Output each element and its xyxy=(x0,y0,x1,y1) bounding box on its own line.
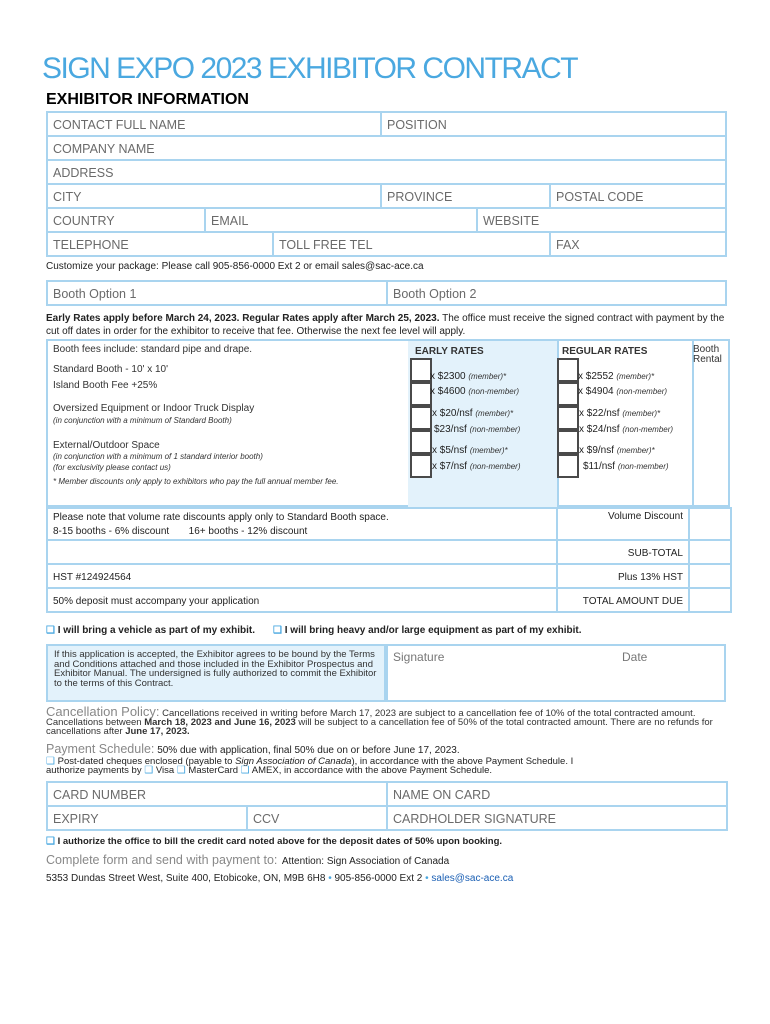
authorize-office-row[interactable] xyxy=(46,836,502,847)
regular-ovr-member: x $22/nsf (member)* xyxy=(579,408,661,419)
early-ovr-non: $23/nsf (non-member) xyxy=(434,424,521,435)
section-title: EXHIBITOR INFORMATION xyxy=(46,91,249,108)
complete-attention: Attention: Sign Association of Canada xyxy=(281,856,450,867)
early-external-checkbox[interactable] xyxy=(410,454,432,478)
mastercard-checkbox-icon[interactable]: ❑ xyxy=(176,765,186,776)
cancellation-line1: Cancellations received in writing before March 17, 2023 are subject to a cancellation fee of 10% of the total contracted amount. xyxy=(162,708,696,719)
island-booth-label: Island Booth Fee +25% xyxy=(53,380,158,391)
regular-ext-non: $11/nsf (non-member) xyxy=(583,461,669,472)
booth-fees-include: Booth fees include: standard pipe and drape. xyxy=(53,344,253,355)
regular-rates-header: REGULAR RATES xyxy=(562,346,648,357)
equipment-check-label: I will bring heavy and/or large equipment as part of my exhibit. xyxy=(284,625,582,636)
early-standard-checkbox[interactable] xyxy=(410,358,432,382)
cancellation-heading: Cancellation Policy: xyxy=(46,704,160,719)
postal-code-field[interactable]: POSTAL CODE xyxy=(550,184,726,208)
name-on-card-field[interactable]: NAME ON CARD xyxy=(387,782,727,806)
phone-text: 905-856-0000 Ext 2 xyxy=(334,873,423,884)
volume-note: Please note that volume rate discounts apply only to Standard Booth space. xyxy=(53,512,389,523)
amex-label: AMEX, in accordance with the above Payment Schedule. xyxy=(251,765,493,776)
regular-island-checkbox[interactable] xyxy=(557,382,579,406)
exhibitor-info-table xyxy=(46,111,727,257)
cancellation-line2a: Cancellations between xyxy=(46,717,145,728)
early-rates-notice-bold: Early Rates apply before March 24, 2023. Regular Rates apply after March 25, 2023. xyxy=(46,313,440,324)
address-text: 5353 Dundas Street West, Suite 400, Etobicoke, ON, M9B 6H8 xyxy=(46,873,326,884)
complete-form-line xyxy=(46,851,449,869)
regular-ovr-non: x $24/nsf (non-member) xyxy=(579,424,674,435)
city-field[interactable]: CITY xyxy=(47,184,381,208)
external-note-2: (for exclusivity please contact us) xyxy=(53,463,171,472)
equipment-checkbox-icon[interactable]: ❑ xyxy=(273,625,282,636)
subtotal-label: SUB-TOTAL xyxy=(557,540,689,564)
visa-checkbox-icon[interactable]: ❑ xyxy=(144,765,154,776)
card-table xyxy=(46,781,728,831)
totals-table xyxy=(46,507,732,613)
agreement-text: If this application is accepted, the Exhibitor agrees to be bound by the Terms and Conditions attached and those included in the Exhibitor Prospectus and Exhibitor Manual. The undersigned is fully authorized to commit the Exhibitor to the terms of this Contract. xyxy=(54,649,377,689)
subtotal-value[interactable] xyxy=(689,540,731,564)
email-field[interactable]: EMAIL xyxy=(205,208,477,232)
booth-option-2-field[interactable]: Booth Option 2 xyxy=(387,281,726,305)
oversized-note: (in conjunction with a minimum of Standard Booth) xyxy=(53,416,232,425)
early-ext-non: x $7/nsf (non-member) xyxy=(432,461,521,472)
regular-std-member: x $2552 (member)* xyxy=(578,371,655,382)
volume-tiers: 8-15 booths - 6% discount 16+ booths - 12% discount xyxy=(53,526,308,537)
volume-discount-value[interactable] xyxy=(689,508,731,540)
vehicle-checkbox-icon[interactable]: ❑ xyxy=(46,625,55,636)
external-note-1: (in conjunction with a minimum of 1 standard interior booth) xyxy=(53,452,263,461)
customize-note: Customize your package: Please call 905-856-0000 Ext 2 or email sales@sac-ace.ca xyxy=(46,261,424,272)
regular-oversized-checkbox[interactable] xyxy=(557,406,579,430)
regular-external-checkbox[interactable] xyxy=(557,454,579,478)
card-number-field[interactable]: CARD NUMBER xyxy=(47,782,387,806)
volume-note-cell xyxy=(47,508,557,540)
standard-booth-label: Standard Booth - 10' x 10' xyxy=(53,364,169,375)
toll-free-field[interactable]: TOLL FREE TEL xyxy=(273,232,550,256)
early-rates-notice xyxy=(46,312,730,338)
fax-field[interactable]: FAX xyxy=(550,232,726,256)
mastercard-label: MasterCard xyxy=(188,765,239,776)
postdated-checkbox-icon[interactable]: ❑ xyxy=(46,756,55,767)
early-std-non: x $4600 (non-member) xyxy=(430,386,520,397)
contact-name-field[interactable]: CONTACT FULL NAME xyxy=(47,112,381,136)
regular-std-non: x $4904 (non-member) xyxy=(578,386,668,397)
early-ext-member: x $5/nsf (member)* xyxy=(432,445,508,456)
payment-schedule xyxy=(46,742,460,756)
early-ovr-member: x $20/nsf (member)* xyxy=(432,408,514,419)
early-oversized-checkbox[interactable] xyxy=(410,406,432,430)
deposit-note: 50% deposit must accompany your application xyxy=(47,588,557,612)
postdated-a: Post-dated cheques enclosed (payable to xyxy=(57,756,236,767)
cancellation-line2c: will be subject to a cancellation fee of 50% of the total contracted amount. There are no refunds for cancellations after xyxy=(46,717,713,737)
regular-ext-member: x $9/nsf (member)* xyxy=(579,445,655,456)
position-field[interactable]: POSITION xyxy=(381,112,726,136)
postdated-c: ), in accordance with the above Payment Schedule. I xyxy=(351,756,574,767)
booth-rental-header: Booth Rental xyxy=(693,344,722,365)
oversized-label: Oversized Equipment or Indoor Truck Display xyxy=(53,403,255,414)
payment-heading: Payment Schedule: xyxy=(46,742,155,756)
complete-heading: Complete form and send with payment to: xyxy=(46,853,278,867)
cancellation-dates: March 18, 2023 and June 16, 2023 xyxy=(144,717,296,728)
cardholder-signature-field[interactable]: CARDHOLDER SIGNATURE xyxy=(387,806,727,830)
amex-checkbox-icon[interactable]: ❑ xyxy=(240,765,250,776)
signature-label: Signature xyxy=(393,650,445,664)
authorize-office-checkbox-icon[interactable]: ❑ xyxy=(46,836,55,847)
total-amount-value[interactable] xyxy=(689,588,731,612)
payment-options xyxy=(46,757,726,775)
hst-label: Plus 13% HST xyxy=(557,564,689,588)
early-island-checkbox[interactable] xyxy=(410,382,432,406)
visa-label: Visa xyxy=(155,765,175,776)
early-rates-header: EARLY RATES xyxy=(415,346,484,357)
vehicle-checkbox-row[interactable] xyxy=(46,625,255,636)
regular-standard-checkbox[interactable] xyxy=(557,358,579,382)
province-field[interactable]: PROVINCE xyxy=(381,184,550,208)
email-link[interactable]: sales@sac-ace.ca xyxy=(431,873,514,884)
company-name-field[interactable]: COMPANY NAME xyxy=(47,136,726,160)
bullet-icon: • xyxy=(425,873,429,884)
early-oversized-non-checkbox[interactable] xyxy=(410,430,432,454)
equipment-checkbox-row[interactable] xyxy=(273,625,581,636)
country-field[interactable]: COUNTRY xyxy=(47,208,205,232)
ccv-field[interactable]: CCV xyxy=(247,806,387,830)
expiry-field[interactable]: EXPIRY xyxy=(47,806,247,830)
booth-options-table xyxy=(46,280,727,306)
address-field[interactable]: ADDRESS xyxy=(47,160,726,184)
total-amount-label: TOTAL AMOUNT DUE xyxy=(557,588,689,612)
member-discount-note: * Member discounts only apply to exhibitors who pay the full annual member fee. xyxy=(53,477,339,486)
volume-discount-label: Volume Discount xyxy=(557,508,689,540)
vehicle-check-label: I will bring a vehicle as part of my exhibit. xyxy=(57,625,256,636)
hst-number: HST #124924564 xyxy=(47,564,557,588)
signature-field[interactable] xyxy=(386,644,726,702)
agreement-panel xyxy=(46,644,386,702)
contact-address-line xyxy=(46,873,513,884)
booth-option-1-field[interactable]: Booth Option 1 xyxy=(47,281,387,305)
early-rates-notice-rest: The office must receive the signed contract with payment by the cut off dates in order for the exhibitor to receive that fee. Otherwise the next fee level will apply. xyxy=(46,313,725,337)
early-std-member: x $2300 (member)* xyxy=(430,371,507,382)
postdated-payee: Sign Association of Canada xyxy=(235,756,352,767)
hst-value[interactable] xyxy=(689,564,731,588)
authorize-office-label: I authorize the office to bill the credit card noted above for the deposit dates of 50% upon booking. xyxy=(57,836,503,847)
regular-oversized-non-checkbox[interactable] xyxy=(557,430,579,454)
telephone-field[interactable]: TELEPHONE xyxy=(47,232,273,256)
date-label: Date xyxy=(622,650,648,664)
authorize-a: authorize payments by xyxy=(46,765,145,776)
website-field[interactable]: WEBSITE xyxy=(477,208,726,232)
cancellation-final-date: June 17, 2023. xyxy=(125,726,190,737)
bullet-icon: • xyxy=(328,873,332,884)
payment-text: 50% due with application, final 50% due on or before June 17, 2023. xyxy=(157,745,460,756)
external-label: External/Outdoor Space xyxy=(53,440,160,451)
page-title: SIGN EXPO 2023 EXHIBITOR CONTRACT xyxy=(42,52,578,85)
cancellation-policy xyxy=(46,704,726,737)
